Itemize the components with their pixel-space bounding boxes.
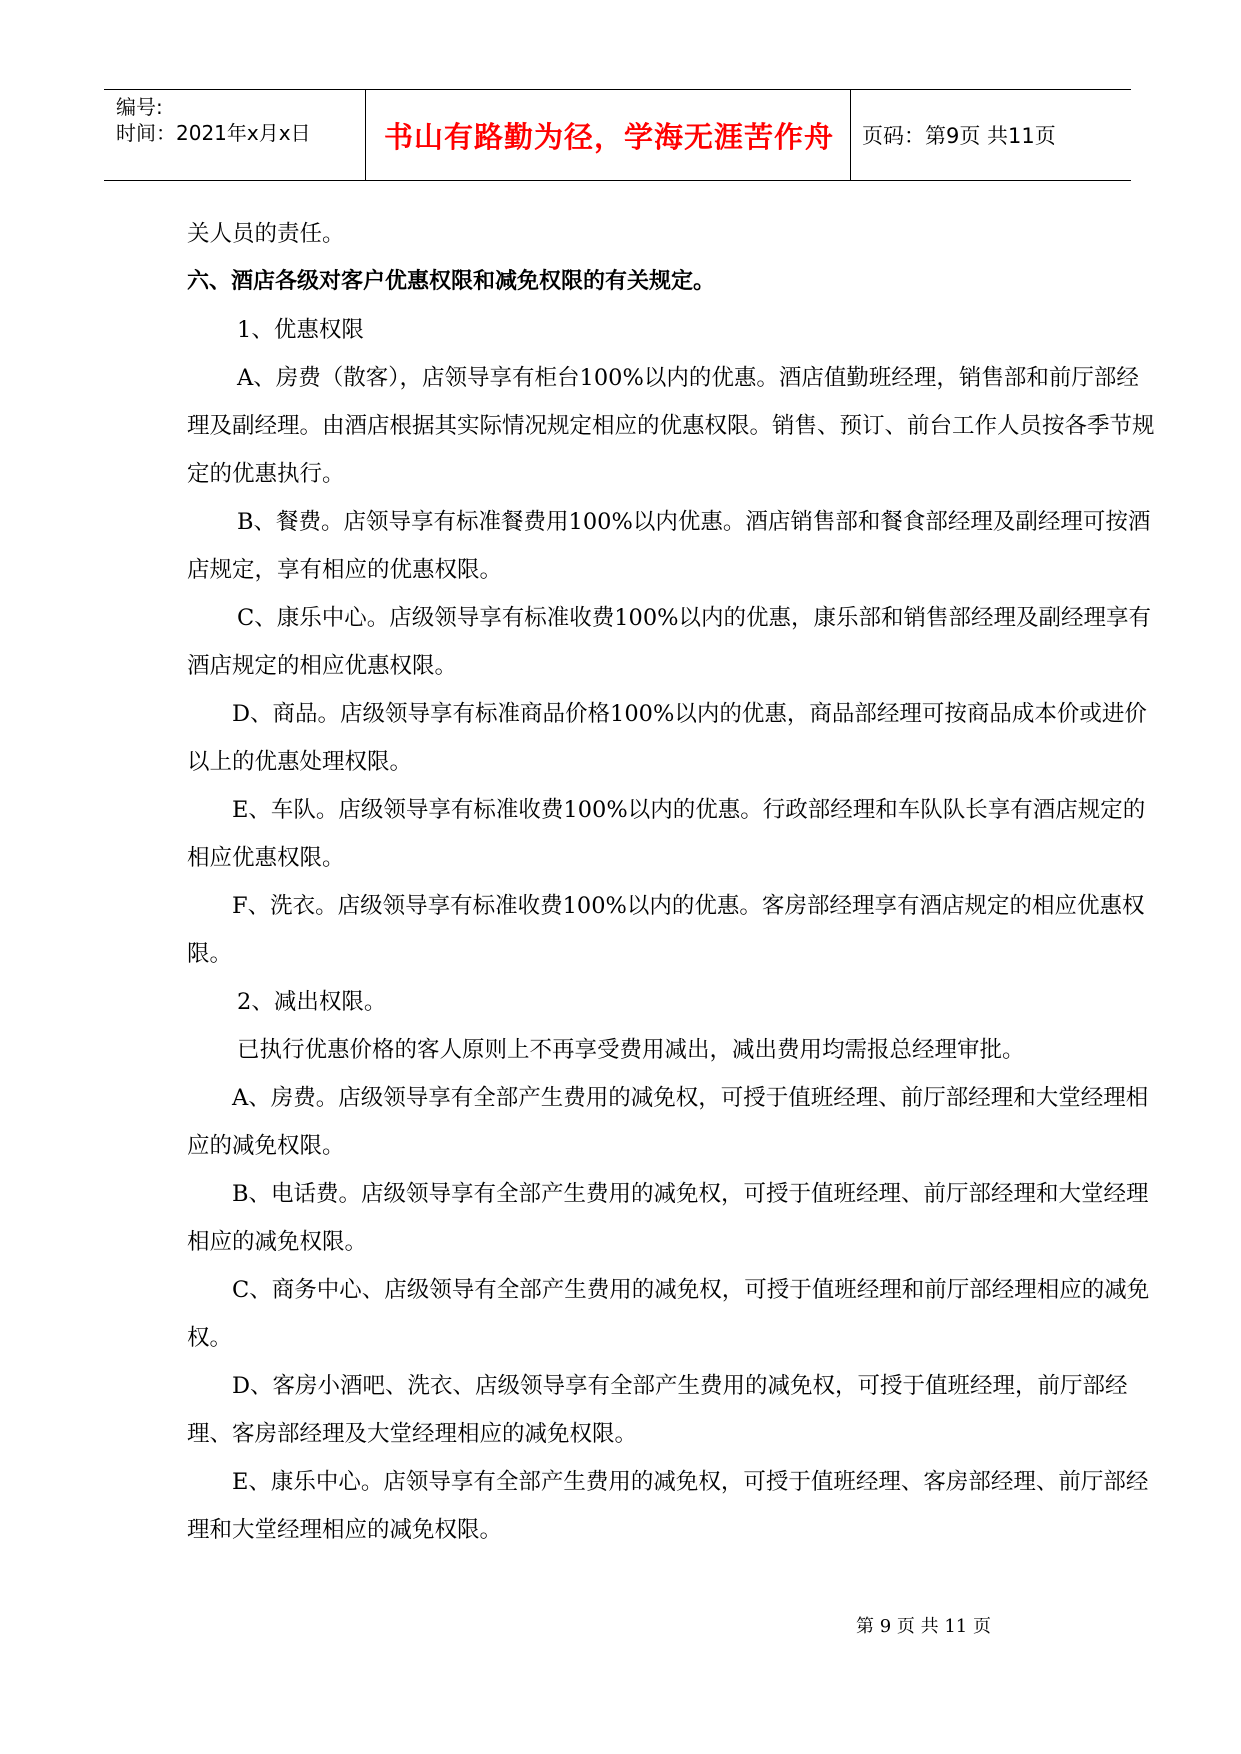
- header-motto: 书山有路勤为径，学海无涯苦作舟: [383, 119, 834, 154]
- paragraph: E、康乐中心。店领导享有全部产生费用的减免权，可授于值班经理、客房部经理、前厅部经理和大堂经理相应的减免权限。: [187, 1469, 1149, 1543]
- page-header: [104, 89, 1131, 181]
- subsection-title: 2、减出权限。: [237, 989, 387, 1015]
- paragraph: B、电话费。店级领导享有全部产生费用的减免权，可授于值班经理、前厅部经理和大堂经理相应的减免权限。: [187, 1181, 1149, 1255]
- document-body: [187, 210, 1155, 1554]
- subsection-title: 1、优惠权限: [237, 317, 364, 343]
- page-footer: [0, 1612, 1241, 1638]
- paragraph: F、洗衣。店级领导享有标准收费100%以内的优惠。客房部经理享有酒店规定的相应优惠权限。: [187, 893, 1145, 967]
- document-number-label: 编号:: [116, 95, 163, 119]
- header-divider: [850, 90, 851, 180]
- section-heading: 六、酒店各级对客户优惠权限和减免权限的有关规定。: [187, 269, 716, 294]
- header-meta: [116, 90, 366, 180]
- paragraph: C、商务中心、店级领导有全部产生费用的减免权，可授于值班经理和前厅部经理相应的减免权。: [187, 1277, 1150, 1351]
- paragraph: 已执行优惠价格的客人原则上不再享受费用减出，减出费用均需报总经理审批。: [237, 1037, 1025, 1063]
- paragraph: E、车队。店级领导享有标准收费100%以内的优惠。行政部经理和车队队长享有酒店规定的相应优惠权限。: [187, 797, 1146, 871]
- paragraph: 关人员的责任。: [187, 221, 345, 247]
- footer-page-number: 第 9 页 共 11 页: [856, 1616, 991, 1637]
- paragraph: A、房费（散客），店领导享有柜台100%以内的优惠。酒店值勤班经理，销售部和前厅部经理及副经理。由酒店根据其实际情况规定相应的优惠权限。销售、预订、前台工作人员按各季节规定的优惠执行。: [187, 365, 1155, 487]
- document-time-label: 时间：2021年x月x日: [116, 121, 311, 145]
- paragraph: B、餐费。店领导享有标准餐费用100%以内优惠。酒店销售部和餐食部经理及副经理可按酒店规定，享有相应的优惠权限。: [187, 509, 1151, 583]
- header-page-number: 页码：第9页 共11页: [862, 124, 1056, 148]
- paragraph: C、康乐中心。店级领导享有标准收费100%以内的优惠，康乐部和销售部经理及副经理享有酒店规定的相应优惠权限。: [187, 605, 1152, 679]
- header-divider: [365, 90, 366, 180]
- paragraph: A、房费。店级领导享有全部产生费用的减免权，可授于值班经理、前厅部经理和大堂经理相应的减免权限。: [187, 1085, 1149, 1159]
- paragraph: D、客房小酒吧、洗衣、店级领导享有全部产生费用的减免权，可授于值班经理，前厅部经理、客房部经理及大堂经理相应的减免权限。: [187, 1373, 1128, 1447]
- paragraph: D、商品。店级领导享有标准商品价格100%以内的优惠，商品部经理可按商品成本价或进价以上的优惠处理权限。: [187, 701, 1147, 775]
